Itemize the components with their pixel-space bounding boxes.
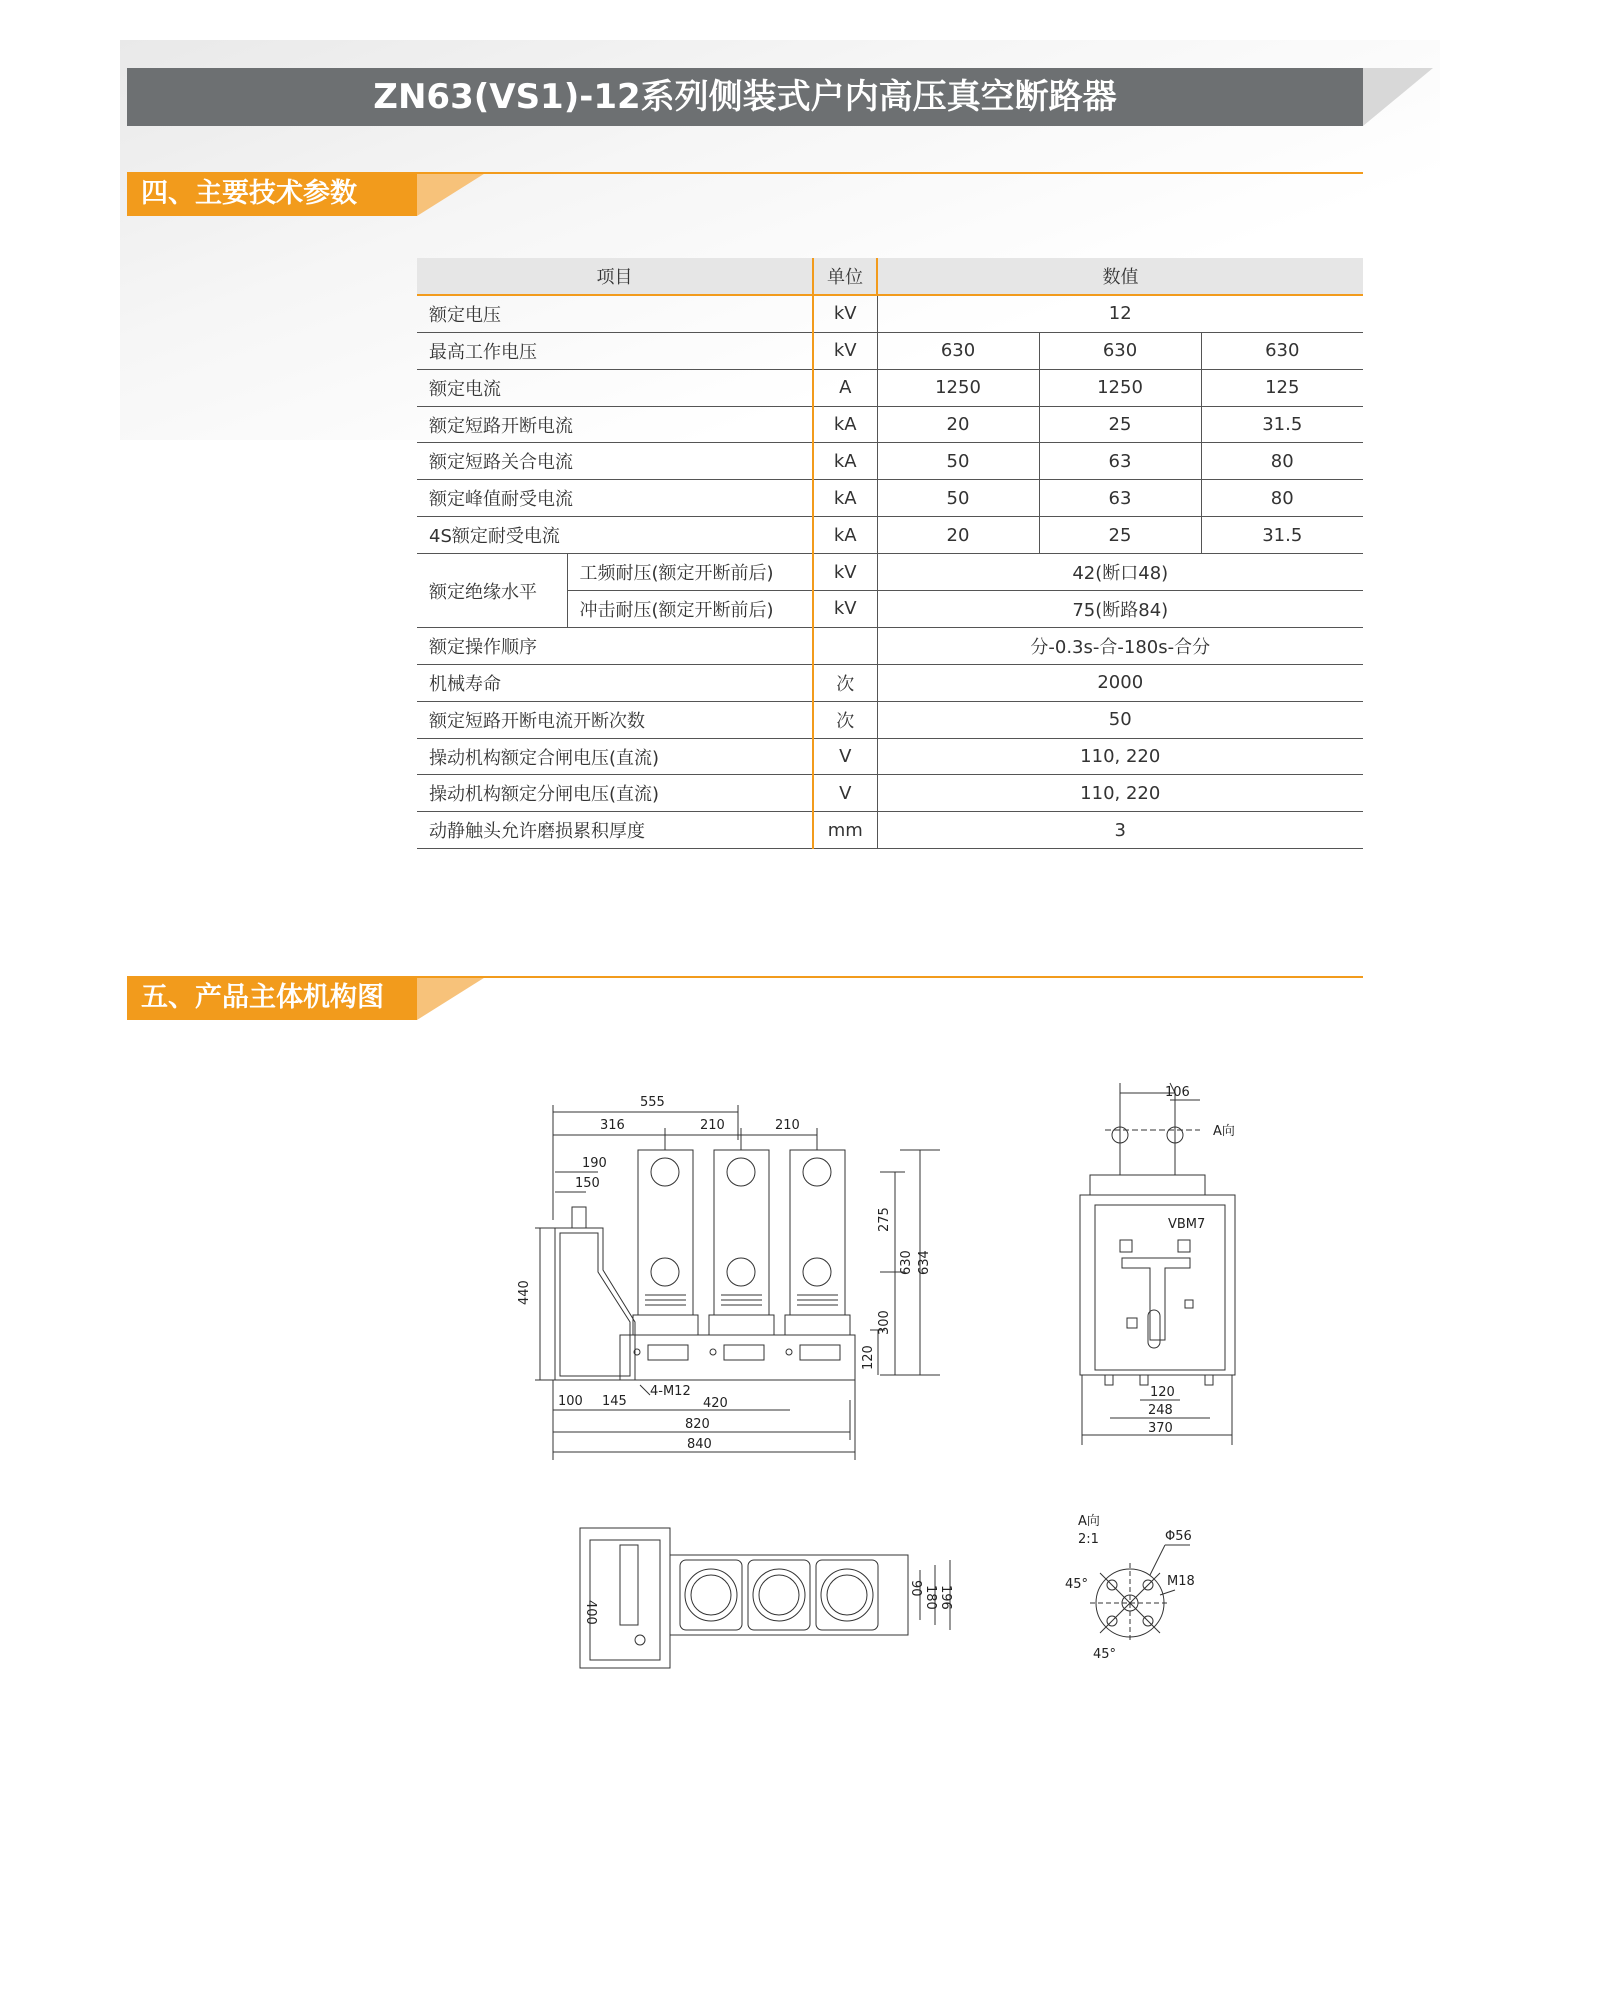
row-value-2: 1250 (1039, 369, 1201, 406)
row-value-1: 630 (877, 332, 1039, 369)
row-item: 4S额定耐受电流 (417, 517, 813, 554)
row-value-3: 80 (1201, 443, 1363, 480)
row-item: 冲击耐压(额定开断前后) (567, 591, 813, 628)
row-value-3: 630 (1201, 332, 1363, 369)
row-item: 额定短路开断电流开断次数 (417, 701, 813, 738)
row-value-3: 80 (1201, 480, 1363, 517)
row-value-3: 31.5 (1201, 517, 1363, 554)
top-pole-3 (816, 1560, 878, 1630)
table-row (417, 664, 1363, 701)
row-unit: kA (813, 517, 877, 554)
row-value: 42(断口48) (877, 554, 1363, 591)
table-header-row (417, 258, 1363, 295)
row-unit: kV (813, 295, 877, 332)
row-value: 75(断路84) (877, 591, 1363, 628)
dim-145: 145 (602, 1394, 627, 1409)
row-value-2: 63 (1039, 443, 1201, 480)
row-unit: V (813, 738, 877, 775)
side-dim-370: 370 (1148, 1421, 1173, 1436)
row-value: 分-0.3s-合-180s-合分 (877, 627, 1363, 664)
front-view (535, 1105, 940, 1460)
row-item: 额定操作顺序 (417, 627, 813, 664)
row-value: 110, 220 (877, 738, 1363, 775)
row-unit: kV (813, 332, 877, 369)
section-4-rule (417, 172, 1363, 174)
dimension-labels (517, 1085, 1235, 1662)
row-value-2: 63 (1039, 480, 1201, 517)
top-dim-400: 400 (583, 1600, 598, 1625)
table-row (417, 627, 1363, 664)
row-value: 50 (877, 701, 1363, 738)
row-unit (813, 627, 877, 664)
dim-630: 630 (899, 1250, 914, 1275)
detail-view (1090, 1545, 1190, 1643)
table-row (417, 517, 1363, 554)
row-unit: mm (813, 812, 877, 849)
dim-316: 316 (600, 1118, 625, 1133)
row-unit: 次 (813, 701, 877, 738)
header-unit: 单位 (813, 258, 877, 295)
row-value-1: 1250 (877, 369, 1039, 406)
top-dim-196: 196 (938, 1585, 953, 1610)
row-item: 机械寿命 (417, 664, 813, 701)
row-value-1: 50 (877, 480, 1039, 517)
table-row (417, 775, 1363, 812)
dim-210b: 210 (775, 1118, 800, 1133)
table-row (417, 812, 1363, 849)
table-row (417, 701, 1363, 738)
pole-3 (785, 1150, 850, 1335)
table-row (417, 554, 1363, 591)
dim-120: 120 (861, 1345, 876, 1370)
row-item: 操动机构额定合闸电压(直流) (417, 738, 813, 775)
table-row (417, 738, 1363, 775)
row-unit: kV (813, 554, 877, 591)
top-dim-180: 180 (923, 1585, 938, 1610)
section-4-heading: 四、主要技术参数 (127, 172, 417, 216)
dim-820: 820 (685, 1417, 710, 1432)
table-row (417, 406, 1363, 443)
dim-150: 150 (575, 1176, 600, 1191)
table-row (417, 443, 1363, 480)
side-dim-120: 120 (1150, 1385, 1175, 1400)
row-unit: A (813, 369, 877, 406)
row-unit: kA (813, 406, 877, 443)
row-item: 动静触头允许磨损累积厚度 (417, 812, 813, 849)
row-unit: V (813, 775, 877, 812)
row-item: 额定短路开断电流 (417, 406, 813, 443)
row-value: 110, 220 (877, 775, 1363, 812)
row-value: 12 (877, 295, 1363, 332)
top-view (580, 1528, 950, 1668)
row-value-2: 630 (1039, 332, 1201, 369)
table-row (417, 295, 1363, 332)
side-dim-106: 106 (1165, 1085, 1190, 1100)
top-dim-90: 90 (908, 1580, 923, 1597)
row-value-1: 50 (877, 443, 1039, 480)
header-item: 项目 (417, 258, 813, 295)
row-unit: kA (813, 443, 877, 480)
detail-thread: M18 (1167, 1574, 1195, 1589)
side-view-label: A向 (1213, 1124, 1235, 1139)
dim-190: 190 (582, 1156, 607, 1171)
detail-angle-2: 45° (1093, 1647, 1117, 1662)
top-pole-1 (680, 1560, 742, 1630)
row-item: 额定短路关合电流 (417, 443, 813, 480)
dim-440: 440 (517, 1280, 532, 1305)
row-item: 工频耐压(额定开断前后) (567, 554, 813, 591)
dim-840: 840 (687, 1437, 712, 1452)
row-value-3: 31.5 (1201, 406, 1363, 443)
row-item: 额定电压 (417, 295, 813, 332)
row-item: 额定峰值耐受电流 (417, 480, 813, 517)
row-item: 操动机构额定分闸电压(直流) (417, 775, 813, 812)
detail-angle-1: 45° (1065, 1577, 1089, 1592)
dim-634: 634 (917, 1250, 932, 1275)
row-value-2: 25 (1039, 517, 1201, 554)
detail-scale: 2:1 (1078, 1532, 1099, 1547)
table-row (417, 480, 1363, 517)
side-view (1080, 1083, 1235, 1445)
dim-555: 555 (640, 1095, 665, 1110)
title-bar-tail (1363, 68, 1433, 126)
row-value: 3 (877, 812, 1363, 849)
section-5-heading-tail (417, 976, 487, 1020)
table-row (417, 332, 1363, 369)
row-unit: kV (813, 591, 877, 628)
row-unit: kA (813, 480, 877, 517)
table-row (417, 369, 1363, 406)
section-5-rule (417, 976, 1363, 978)
row-item: 额定电流 (417, 369, 813, 406)
row-value-3: 125 (1201, 369, 1363, 406)
section-4-heading-tail (417, 172, 487, 216)
row-value-1: 20 (877, 406, 1039, 443)
row-value: 2000 (877, 664, 1363, 701)
pole-1 (633, 1150, 698, 1335)
dim-275: 275 (877, 1207, 892, 1232)
row-value-2: 25 (1039, 406, 1201, 443)
spec-table (417, 258, 1363, 849)
page-title: ZN63(VS1)-12系列侧装式户内高压真空断路器 (373, 77, 1117, 117)
dim-210a: 210 (700, 1118, 725, 1133)
bolt-spec: 4-M12 (650, 1384, 691, 1399)
dim-300: 300 (877, 1310, 892, 1335)
section-5-heading: 五、产品主体机构图 (127, 976, 417, 1020)
top-pole-2 (748, 1560, 810, 1630)
row-item: 最高工作电压 (417, 332, 813, 369)
side-dim-248: 248 (1148, 1403, 1173, 1418)
dim-420: 420 (703, 1396, 728, 1411)
row-group: 额定绝缘水平 (417, 554, 567, 628)
header-value: 数值 (877, 258, 1363, 295)
row-value-1: 20 (877, 517, 1039, 554)
row-unit: 次 (813, 664, 877, 701)
dim-100: 100 (558, 1394, 583, 1409)
pole-2 (709, 1150, 774, 1335)
detail-diameter: Φ56 (1165, 1529, 1192, 1544)
model-label: VBM7 (1168, 1217, 1206, 1232)
detail-view-label: A向 (1078, 1514, 1100, 1529)
